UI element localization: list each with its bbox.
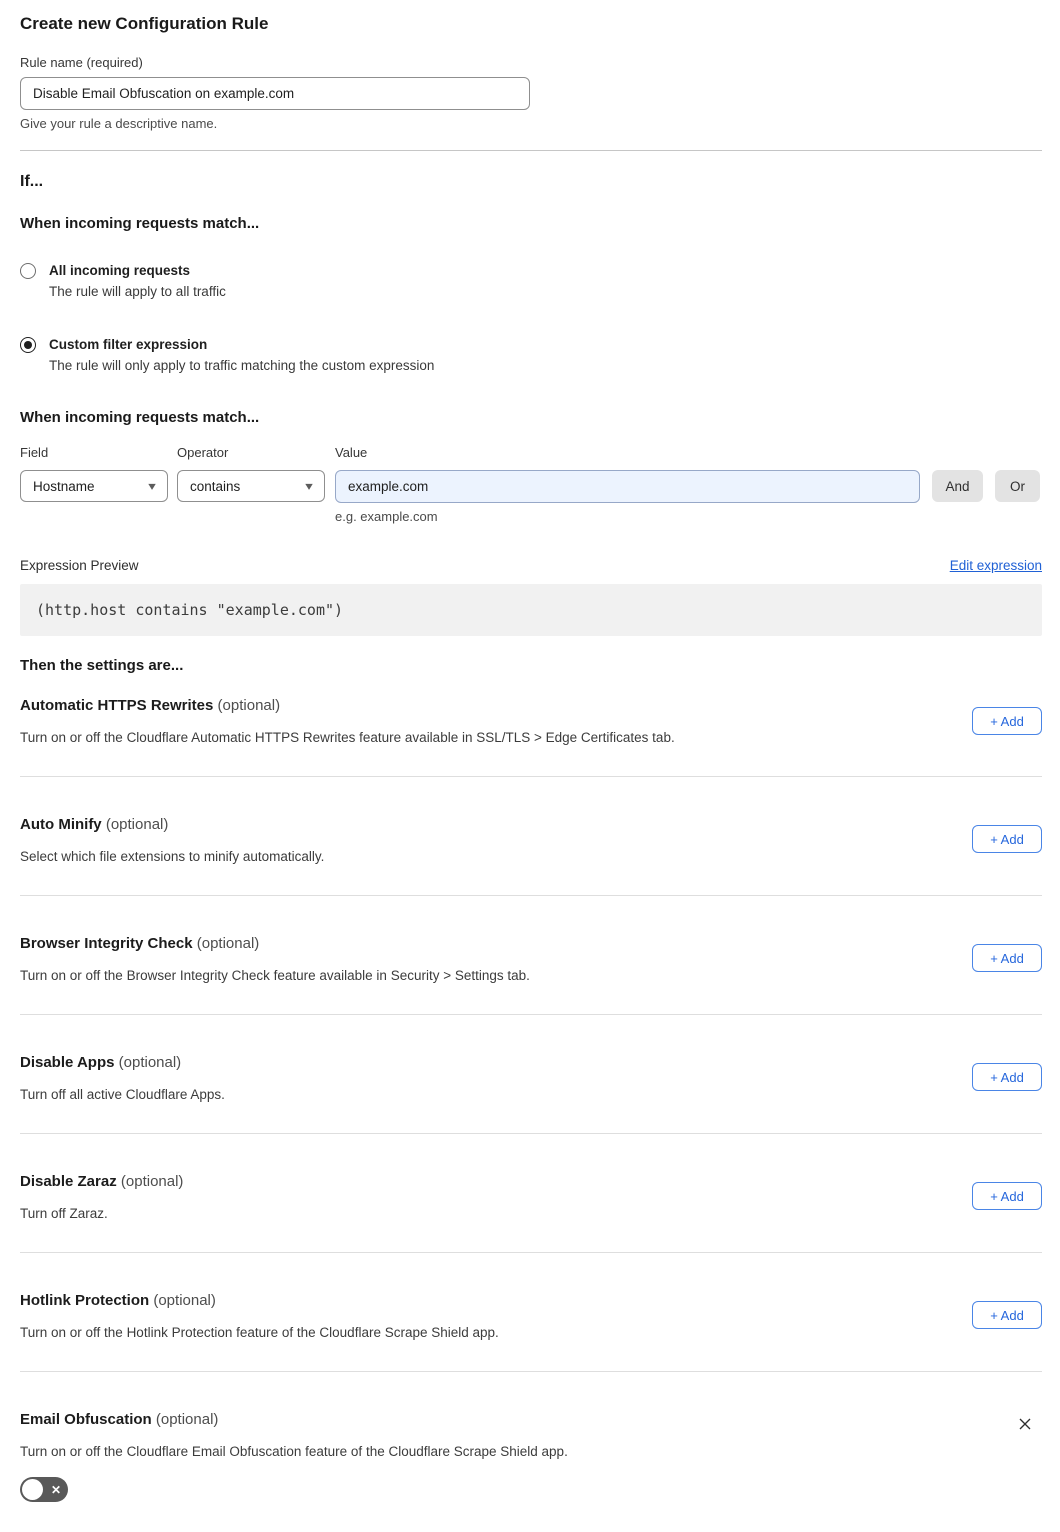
setting-description: Turn on or off the Cloudflare Email Obfuscation feature of the Cloudflare Scrape Shield app.: [20, 1444, 568, 1459]
rule-name-input[interactable]: [20, 77, 530, 110]
filter-match-heading: When incoming requests match...: [20, 409, 260, 426]
operator-select[interactable]: [177, 470, 325, 502]
add-button[interactable]: + Add: [972, 1301, 1042, 1329]
expression-code: (http.host contains "example.com"): [36, 601, 344, 619]
toggle-knob: [22, 1479, 43, 1500]
radio-option-description: The rule will only apply to traffic matching the custom expression: [49, 358, 435, 373]
optional-label: (optional): [217, 697, 281, 714]
add-button[interactable]: + Add: [972, 707, 1042, 735]
or-button[interactable]: Or: [995, 470, 1040, 502]
radio-option-label: All incoming requests: [49, 263, 191, 278]
close-icon[interactable]: [1016, 1415, 1034, 1433]
setting-title-text: Email Obfuscation: [20, 1411, 152, 1428]
setting-description: Turn on or off the Cloudflare Automatic HTTPS Rewrites feature available in SSL/TLS > Edge Certificates tab.: [20, 730, 675, 745]
settings-list: [20, 675, 1042, 1532]
expression-preview-header: [20, 558, 1042, 574]
setting-description: Turn off all active Cloudflare Apps.: [20, 1087, 225, 1102]
optional-label: (optional): [153, 1292, 216, 1309]
setting-browser-integrity-check: [20, 896, 1042, 1015]
filter-builder-row: [20, 445, 1042, 524]
radio-option-description: The rule will apply to all traffic: [49, 284, 226, 299]
add-button[interactable]: + Add: [972, 825, 1042, 853]
rule-name-label: Rule name (required): [20, 55, 143, 70]
setting-description: Turn off Zaraz.: [20, 1206, 108, 1221]
field-label: Field: [20, 445, 49, 460]
section-divider: [20, 150, 1042, 151]
operator-select-value: contains: [190, 478, 241, 494]
setting-title-text: Hotlink Protection: [20, 1292, 150, 1309]
radio-selected-icon[interactable]: [20, 337, 36, 353]
setting-disable-apps: [20, 1015, 1042, 1134]
setting-title-text: Disable Apps: [20, 1054, 115, 1071]
setting-disable-zaraz: [20, 1134, 1042, 1253]
chevron-down-icon: ▾: [305, 479, 313, 493]
field-column: [20, 445, 168, 502]
expression-preview-label: Expression Preview: [20, 558, 139, 573]
setting-email-obfuscation: [20, 1372, 1042, 1532]
setting-title: [20, 1411, 1042, 1429]
setting-title-text: Browser Integrity Check: [20, 935, 193, 952]
radio-option-label: Custom filter expression: [49, 337, 208, 352]
add-button[interactable]: + Add: [972, 1182, 1042, 1210]
setting-title: [20, 1054, 1042, 1072]
setting-description: Select which file extensions to minify automatically.: [20, 849, 325, 864]
radio-unselected-icon[interactable]: [20, 263, 36, 279]
rule-name-help: Give your rule a descriptive name.: [20, 116, 218, 131]
operator-column: [177, 445, 325, 502]
if-heading: If...: [20, 173, 44, 190]
optional-label: (optional): [120, 1173, 184, 1190]
edit-expression-link[interactable]: Edit expression: [949, 558, 1042, 573]
chevron-down-icon: ▾: [148, 479, 156, 493]
setting-title: [20, 1173, 1042, 1191]
setting-auto-minify: [20, 777, 1042, 896]
page-title: Create new Configuration Rule: [20, 14, 269, 33]
optional-label: (optional): [118, 1054, 182, 1071]
optional-label: (optional): [105, 816, 169, 833]
field-select-value: Hostname: [33, 478, 95, 494]
setting-title-text: Auto Minify: [20, 816, 102, 833]
toggle-off-x-icon: ✕: [50, 1482, 61, 1497]
setting-title: [20, 697, 1042, 715]
setting-title: [20, 816, 1042, 834]
optional-label: (optional): [155, 1411, 219, 1428]
match-heading: When incoming requests match...: [20, 215, 260, 232]
setting-title: [20, 1292, 1042, 1310]
setting-title-text: Automatic HTTPS Rewrites: [20, 697, 214, 714]
setting-description: Turn on or off the Browser Integrity Check feature available in Security > Settings tab.: [20, 968, 530, 983]
add-button[interactable]: + Add: [972, 944, 1042, 972]
setting-description: Turn on or off the Hotlink Protection feature of the Cloudflare Scrape Shield app.: [20, 1325, 499, 1340]
radio-option-custom-filter-expression[interactable]: [20, 336, 1042, 375]
setting-automatic-https-rewrites: [20, 675, 1042, 777]
optional-label: (optional): [196, 935, 260, 952]
field-select[interactable]: [20, 470, 168, 502]
settings-heading: Then the settings are...: [20, 657, 184, 674]
add-button[interactable]: + Add: [972, 1063, 1042, 1091]
value-column: [335, 445, 920, 524]
and-button[interactable]: And: [932, 470, 983, 502]
setting-hotlink-protection: [20, 1253, 1042, 1372]
radio-option-texts: [49, 262, 226, 301]
value-input[interactable]: [335, 470, 920, 503]
setting-title-text: Disable Zaraz: [20, 1173, 117, 1190]
expression-preview-box: [20, 584, 1042, 636]
value-help: e.g. example.com: [335, 509, 438, 524]
setting-title: [20, 935, 1042, 953]
radio-option-texts: [49, 336, 434, 375]
radio-option-all-incoming-requests[interactable]: [20, 262, 1042, 301]
email-obfuscation-toggle[interactable]: [20, 1477, 68, 1502]
value-label: Value: [335, 445, 368, 460]
operator-label: Operator: [177, 445, 229, 460]
